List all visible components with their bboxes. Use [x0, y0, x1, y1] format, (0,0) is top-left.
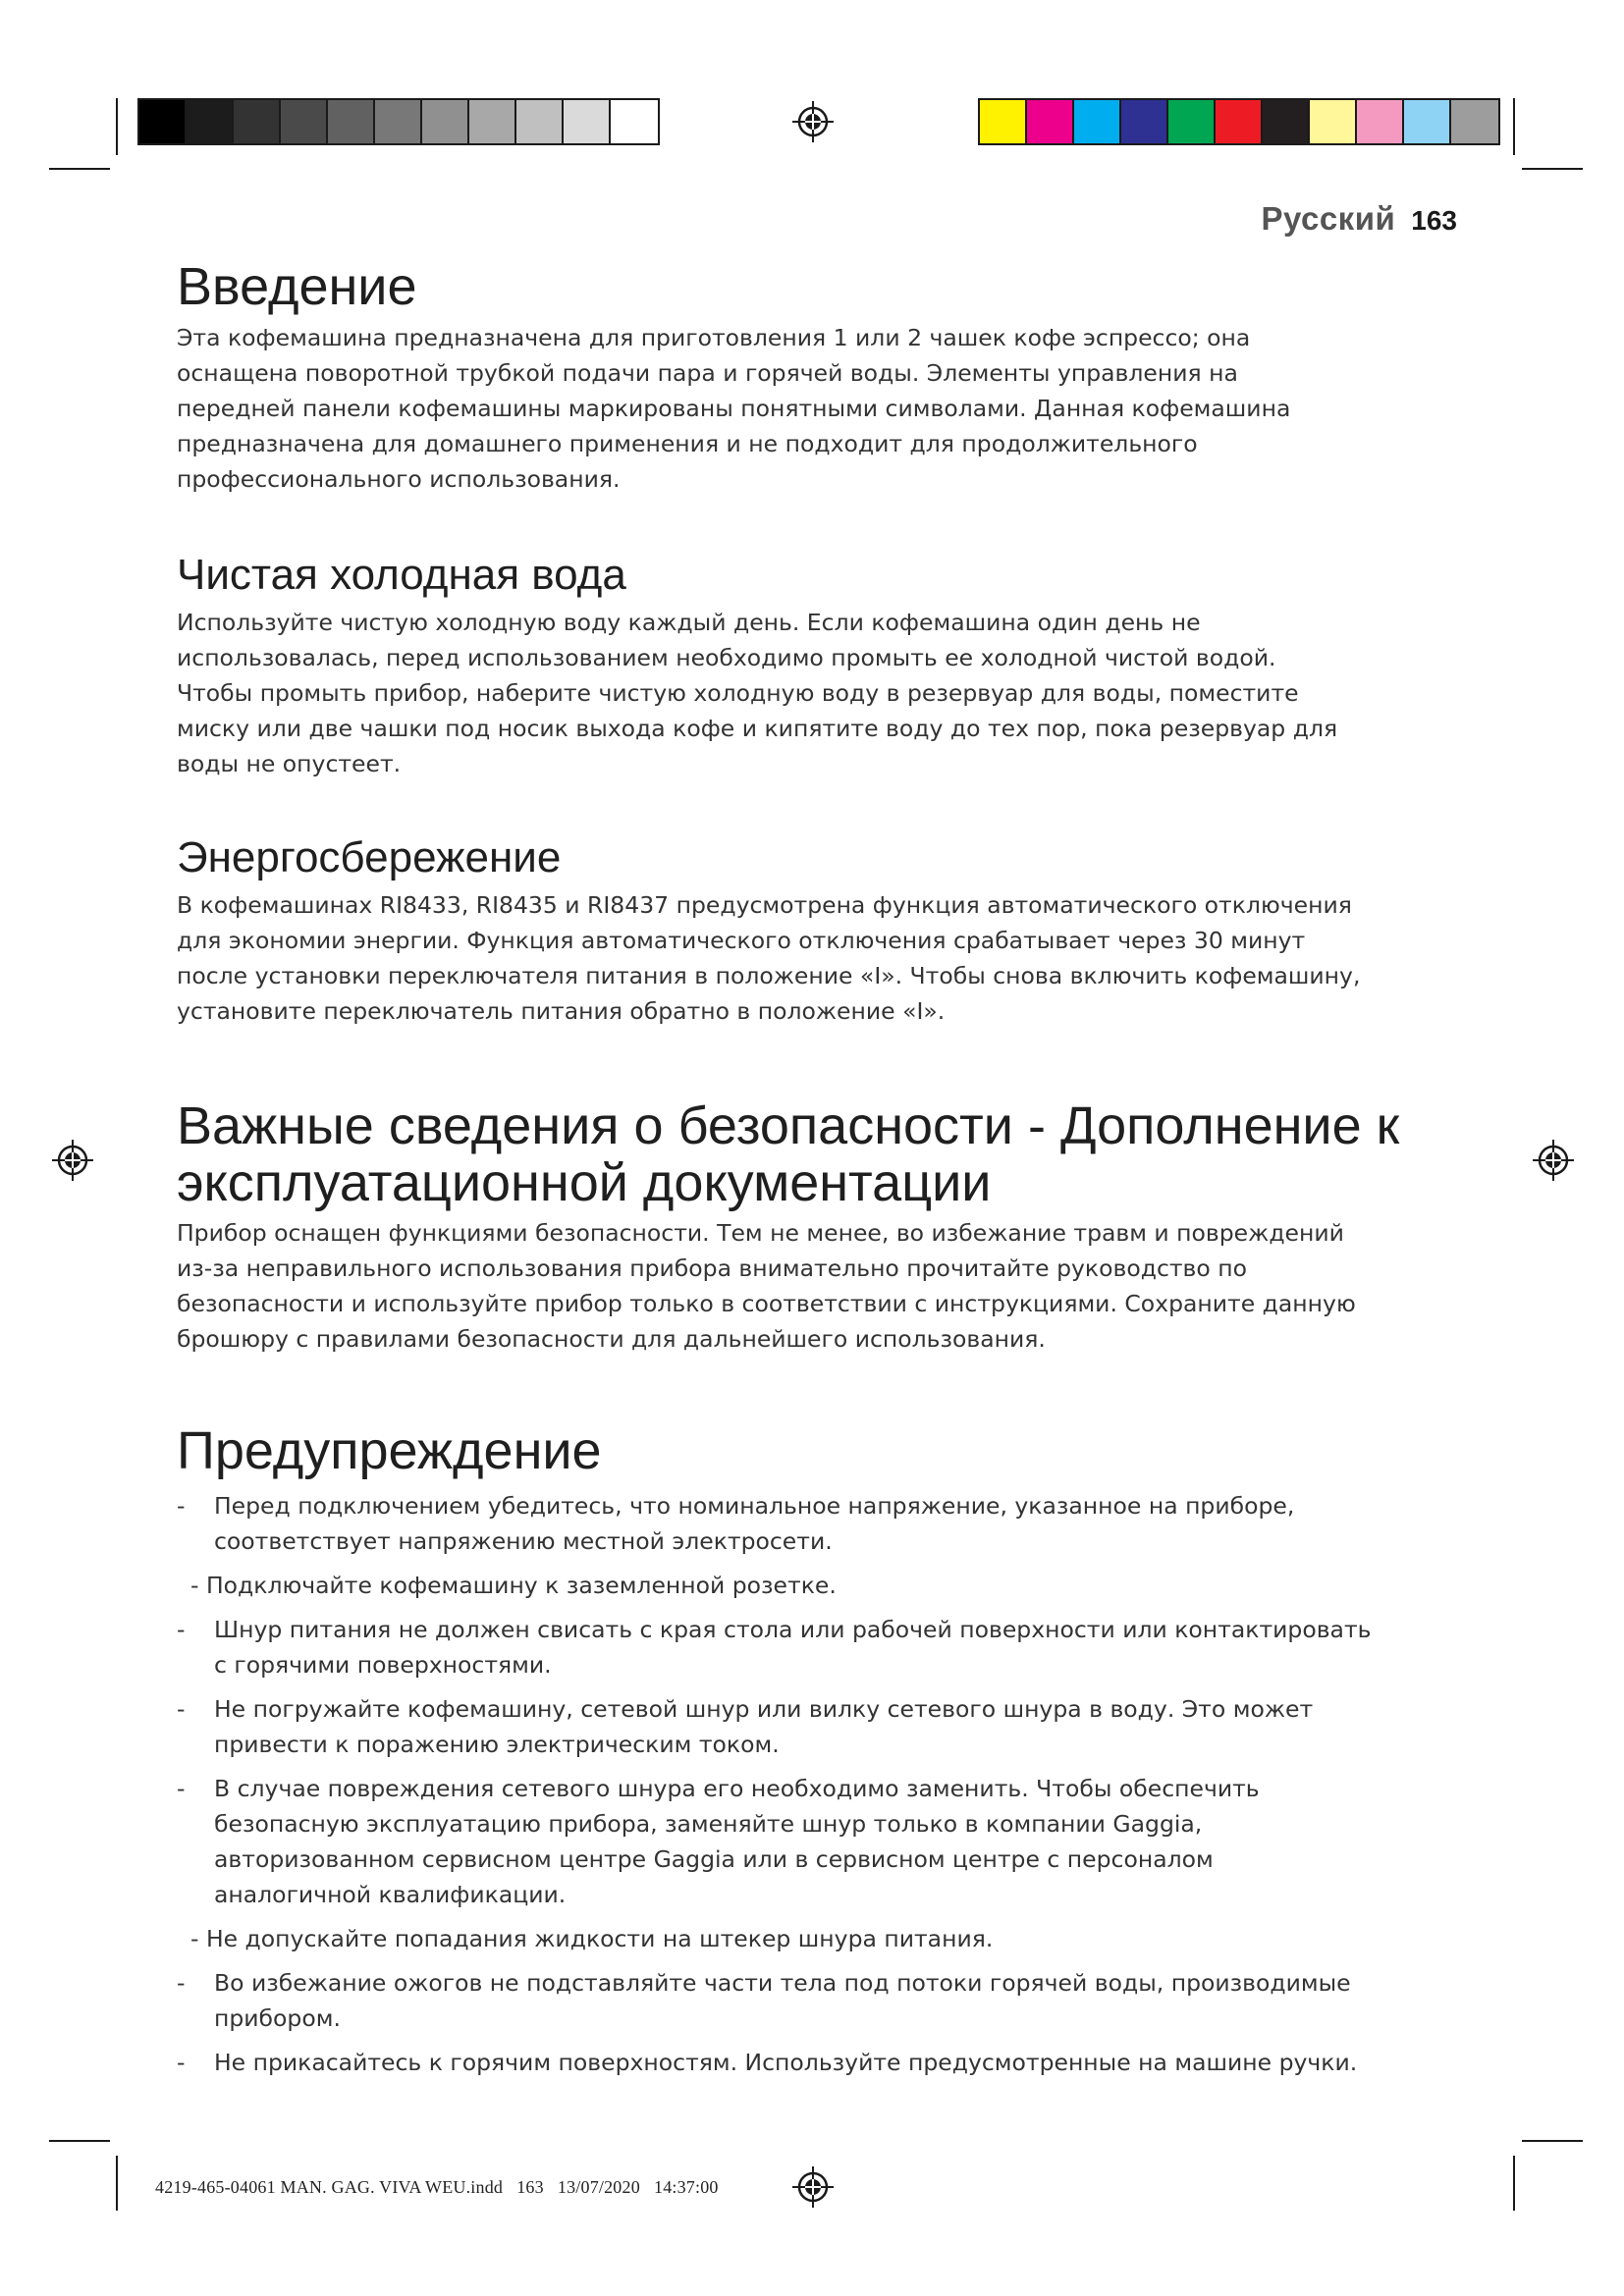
gray-swatch: [139, 100, 187, 143]
running-header: [1261, 200, 1457, 238]
crop-mark-bottom-right-vertical: [1513, 2156, 1515, 2211]
color-swatch: [1121, 100, 1168, 143]
crop-mark-bottom-left-vertical: [116, 2156, 118, 2211]
warning-item: - В случае повреждения сетевого шнура его необходимо заменить. Чтобы обеспечить безопасную эксплуатацию прибора, заменяйте шнур только в компании Gaggia, авторизованном сервисном центре Gaggia или в сервисном центре с персоналом аналогичной квалификации.: [177, 1771, 1473, 1912]
gray-swatch: [328, 100, 375, 143]
color-swatch: [1404, 100, 1451, 143]
section-important-safety: [177, 1097, 1473, 1357]
crop-mark-bottom-right-horizontal: [1522, 2140, 1583, 2142]
crop-mark-top-right-horizontal: [1522, 168, 1583, 170]
color-swatch: [1074, 100, 1121, 143]
color-swatch: [1451, 100, 1498, 143]
crop-mark-top-left-horizontal: [49, 168, 110, 170]
warning-list: [177, 1488, 1473, 2080]
registration-mark-icon: [1532, 1139, 1575, 1182]
section-warning: [177, 1421, 1473, 2080]
crop-mark-top-left-vertical: [116, 98, 118, 155]
color-swatch: [1027, 100, 1074, 143]
section-title: Чистая холодная вода: [177, 551, 626, 599]
color-control-bar: [978, 98, 1500, 145]
section-body: В кофемашинах RI8433, RI8435 и RI8437 предусмотрена функция автоматического отключения для экономии энергии. Функция автоматического отключения срабатывает через 30 минут после установки переключателя питания в положение «I». Чтобы снова включить кофемашину, установите переключатель питания обратно в положение «I».: [177, 891, 1361, 1025]
section-clean-cold-water: [177, 550, 1473, 781]
color-swatch: [1357, 100, 1404, 143]
language-label: Русский: [1261, 200, 1396, 237]
warning-item: - Во избежание ожогов не подставляйте части тела под потоки горячей воды, производимые прибором.: [177, 1965, 1473, 2036]
registration-mark-icon: [791, 2165, 835, 2209]
registration-mark-icon: [51, 1139, 94, 1182]
gray-swatch: [422, 100, 469, 143]
warning-item: - Подключайте кофемашину к заземленной розетке.: [190, 1572, 837, 1599]
warning-item: - Не прикасайтесь к горячим поверхностям. Используйте предусмотренные на машине ручки.: [177, 2045, 1473, 2080]
section-body: Используйте чистую холодную воду каждый день. Если кофемашина один день не использовалась, перед использованием необходимо промыть ее холодной чистой водой. Чтобы промыть прибор, наберите чистую холодную воду в резервуар для воды, поместите миску или две чашки под носик выхода кофе и кипятите воду до тех пор, пока резервуар для воды не опустеет.: [177, 609, 1338, 777]
gray-swatch: [187, 100, 234, 143]
section-title: Энергосбережение: [177, 833, 562, 881]
gray-swatch: [375, 100, 422, 143]
registration-mark-icon: [791, 100, 835, 143]
section-body: Эта кофемашина предназначена для приготовления 1 или 2 чашек кофе эспрессо; она оснащена поворотной трубкой подачи пара и горячей воды. Элементы управления на передней панели кофемашины маркированы понятными символами. Данная кофемашина предназначена для домашнего применения и не подходит для продолжительного профессионального использования.: [177, 324, 1291, 493]
gray-swatch: [611, 100, 658, 143]
page-content: [177, 257, 1473, 2089]
warning-item: - Не погружайте кофемашину, сетевой шнур или вилку сетевого шнура в воду. Это может привести к поражению электрическим током.: [177, 1691, 1473, 1762]
gray-swatch: [469, 100, 516, 143]
section-body: Прибор оснащен функциями безопасности. Тем не менее, во избежание травм и повреждений из-за неправильного использования прибора внимательно прочитайте руководство по безопасности и используйте прибор только в соответствии с инструкциями. Сохраните данную брошюру с правилами безопасности для дальнейшего использования.: [177, 1219, 1356, 1353]
grayscale-control-bar: [137, 98, 660, 145]
color-swatch: [1168, 100, 1216, 143]
warning-item: - Шнур питания не должен свисать с края стола или рабочей поверхности или контактировать с горячими поверхностями.: [177, 1612, 1473, 1682]
gray-swatch: [564, 100, 611, 143]
section-energy-saving: [177, 832, 1473, 1029]
color-swatch: [1263, 100, 1310, 143]
section-title: Введение: [177, 257, 417, 316]
section-introduction: [177, 257, 1473, 497]
color-swatch: [1216, 100, 1263, 143]
gray-swatch: [234, 100, 281, 143]
warning-item: - Перед подключением убедитесь, что номинальное напряжение, указанное на приборе, соответствует напряжению местной электросети.: [177, 1488, 1473, 1559]
page-number: 163: [1411, 205, 1457, 236]
warning-item: - Не допускайте попадания жидкости на штекер шнура питания.: [190, 1925, 994, 1952]
print-slug-line: 4219-465-04061 MAN. GAG. VIVA WEU.indd 163 13/07/2020 14:37:00: [155, 2177, 719, 2197]
crop-mark-bottom-left-horizontal: [49, 2140, 110, 2142]
color-swatch: [1310, 100, 1357, 143]
gray-swatch: [281, 100, 328, 143]
gray-swatch: [516, 100, 564, 143]
color-swatch: [980, 100, 1027, 143]
crop-mark-top-right-vertical: [1513, 98, 1515, 155]
section-title: Важные сведения о безопасности - Дополнение к эксплуатационной документации: [177, 1096, 1400, 1212]
section-title: Предупреждение: [177, 1421, 602, 1480]
